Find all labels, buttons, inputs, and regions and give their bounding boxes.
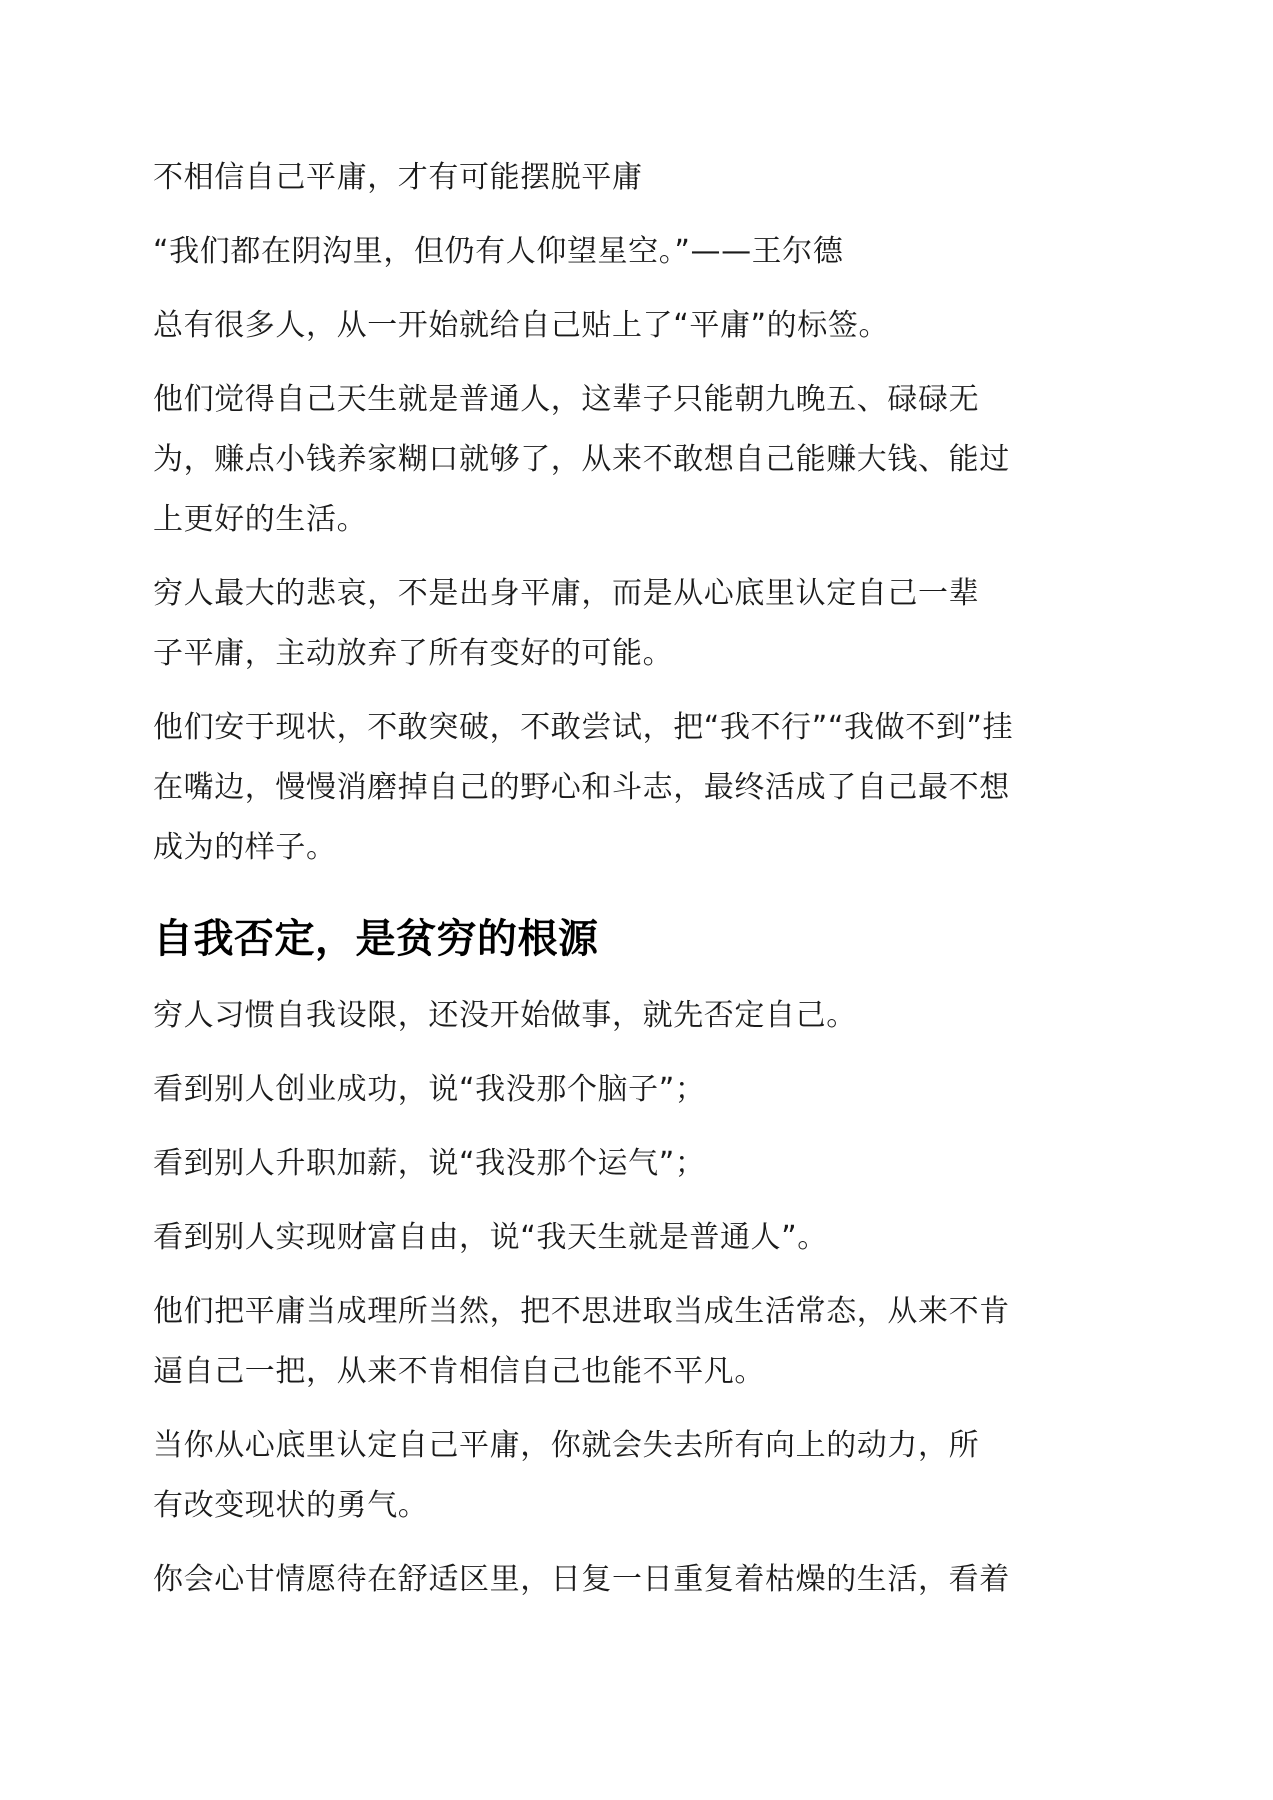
paragraph-9-line: 他们把平庸当成理所当然，把不思进取当成生活常态，从来不肯 bbox=[153, 1294, 1010, 1329]
paragraph-2-line: 为，赚点小钱养家糊口就够了，从来不敢想自己能赚大钱、能过 bbox=[153, 442, 1010, 477]
quote-line: “我们都在阴沟里，但仍有人仰望星空。”——王尔德 bbox=[153, 234, 844, 269]
paragraph-2-line: 他们觉得自己天生就是普通人，这辈子只能朝九晚五、碌碌无 bbox=[153, 382, 980, 417]
paragraph-9 bbox=[153, 1282, 1113, 1402]
paragraph-7: 看到别人升职加薪，说“我没那个运气”； bbox=[153, 1146, 706, 1181]
paragraph-6: 看到别人创业成功，说“我没那个脑子”； bbox=[153, 1072, 706, 1107]
paragraph-4 bbox=[153, 698, 1113, 878]
paragraph-3-line: 子平庸，主动放弃了所有变好的可能。 bbox=[153, 636, 674, 671]
paragraph-1: 总有很多人，从一开始就给自己贴上了“平庸”的标签。 bbox=[153, 308, 890, 343]
paragraph-4-line: 他们安于现状，不敢突破，不敢尝试，把“我不行”“我做不到”挂 bbox=[153, 710, 1014, 745]
section-heading: 自我否定，是贫穷的根源 bbox=[153, 916, 599, 962]
paragraph-10-line: 当你从心底里认定自己平庸，你就会失去所有向上的动力，所 bbox=[153, 1428, 980, 1463]
paragraph-2 bbox=[153, 370, 1113, 550]
paragraph-9-line: 逼自己一把，从来不肯相信自己也能不平凡。 bbox=[153, 1354, 765, 1389]
document-body bbox=[153, 148, 1113, 1624]
paragraph-8: 看到别人实现财富自由，说“我天生就是普通人”。 bbox=[153, 1220, 828, 1255]
paragraph-5: 穷人习惯自我设限，还没开始做事，就先否定自己。 bbox=[153, 998, 857, 1033]
paragraph-11: 你会心甘情愿待在舒适区里，日复一日重复着枯燥的生活，看着 bbox=[153, 1562, 1010, 1597]
paragraph-10-line: 有改变现状的勇气。 bbox=[153, 1488, 429, 1523]
paragraph-3 bbox=[153, 564, 1113, 684]
title-line: 不相信自己平庸，才有可能摆脱平庸 bbox=[153, 160, 643, 195]
paragraph-3-line: 穷人最大的悲哀，不是出身平庸，而是从心底里认定自己一辈 bbox=[153, 576, 980, 611]
paragraph-4-line: 在嘴边，慢慢消磨掉自己的野心和斗志，最终活成了自己最不想 bbox=[153, 770, 1010, 805]
paragraph-2-line: 上更好的生活。 bbox=[153, 502, 368, 537]
paragraph-4-line: 成为的样子。 bbox=[153, 830, 337, 865]
paragraph-10 bbox=[153, 1416, 1113, 1536]
